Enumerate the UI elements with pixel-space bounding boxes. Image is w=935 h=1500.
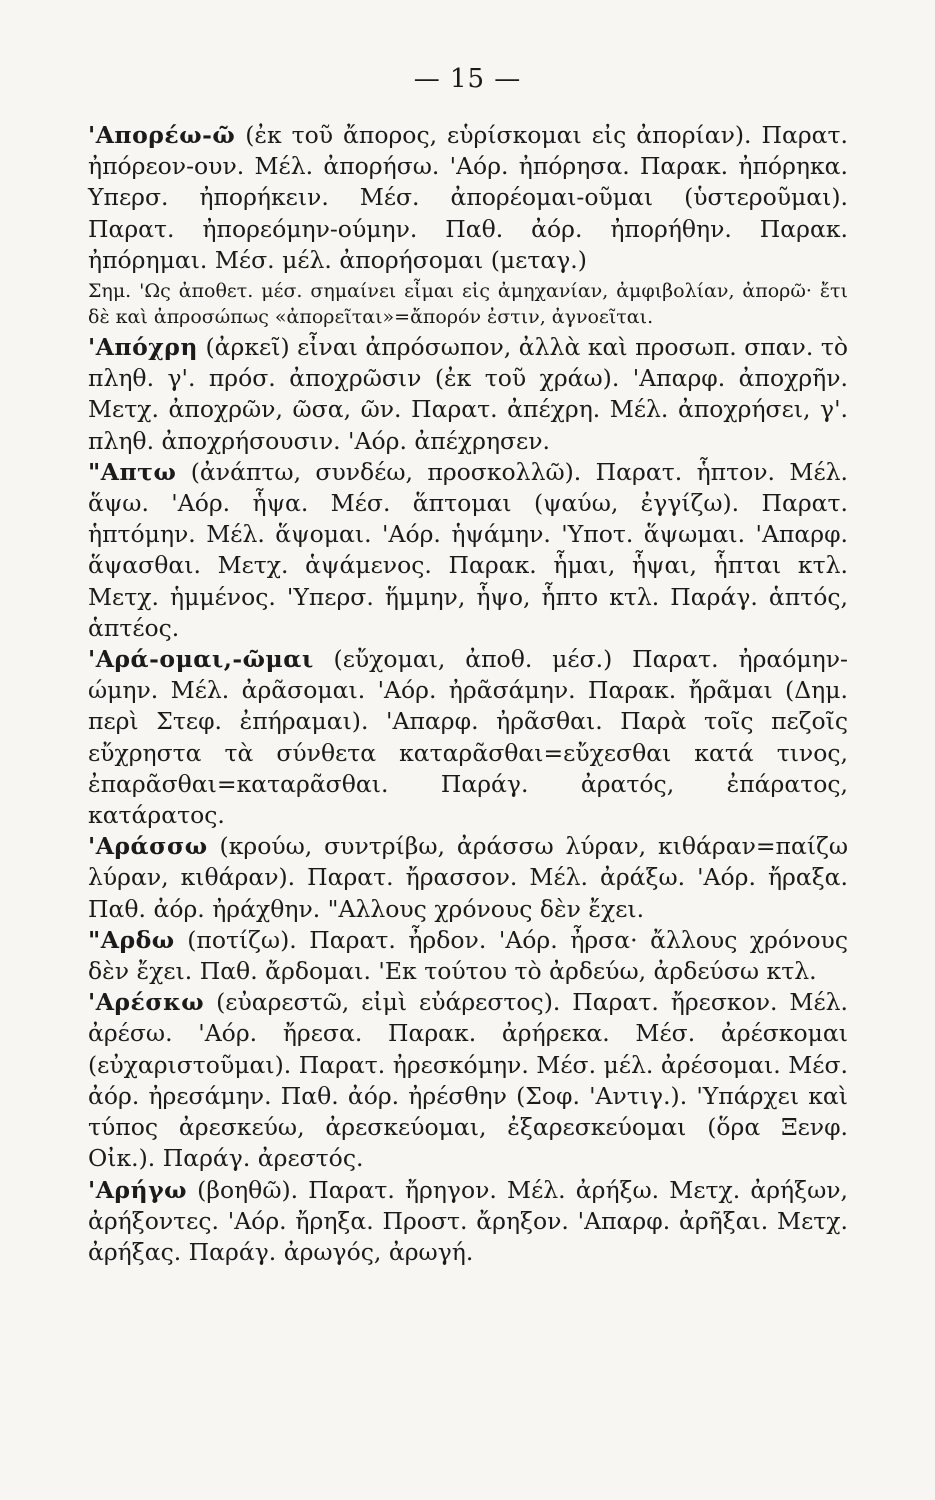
entry-arasso xyxy=(88,831,848,925)
entry-apochre xyxy=(88,332,848,457)
entry-body: (βοηθῶ). Παρατ. ἤρηγον. Μέλ. ἀρήξω. Μετχ. ἀρήξων, ἀρήξοντες. 'Αόρ. ἤρηξα. Προστ. ἄρηξον. 'Απαρφ. ἀρῆξαι. Μετχ. ἀρήξας. Παράγ. ἀρωγός, ἀρωγή. xyxy=(88,1175,848,1266)
entry-headword: 'Απορέω-ῶ xyxy=(88,121,236,149)
entry-ardo xyxy=(88,925,848,987)
entry-apto xyxy=(88,457,848,644)
entry-araomai xyxy=(88,644,848,831)
dictionary-text xyxy=(88,120,848,1268)
entry-headword: 'Αρά-ομαι,-ῶμαι xyxy=(88,645,314,674)
entry-body: (εὐαρεστῶ, εἰμὶ εὐάρεστος). Παρατ. ἤρεσκον. Μέλ. ἀρέσω. 'Αόρ. ἤρεσα. Παρακ. ἀρήρεκα. Μέσ. ἀρέσκομαι (εὐχαριστοῦμαι). Παρατ. ἠρεσκόμην. Μέσ. μέλ. ἀρέσομαι. Μέσ. ἀόρ. ἠρεσάμην. Παθ. ἀόρ. ἠρέσθην (Σοφ. 'Αντιγ.). 'Υπάρχει καὶ τύπος ἀρεσκεύω, ἀρεσκεύομαι, ἐξαρεσκεύομαι (ὅρα Ξενφ. Οἰκ.). Παράγ. ἀρεστός. xyxy=(88,988,848,1173)
entry-body: (ἀρκεῖ) εἶναι ἀπρόσωπον, ἀλλὰ καὶ προσωπ. σπαν. τὸ πληθ. γ'. πρόσ. ἀποχρῶσιν (ἐκ τοῦ χράω). 'Απαρφ. ἀποχρῆν. Μετχ. ἀποχρῶν, ῶσα, ῶν. Παρατ. ἀπέχρη. Μέλ. ἀποχρήσει, γ'. πληθ. ἀποχρήσουσιν. 'Αόρ. ἀπέχρησεν. xyxy=(88,333,848,455)
entry-headword: 'Αράσσω xyxy=(88,832,208,861)
entry-aporeo xyxy=(88,120,848,276)
entry-arego xyxy=(88,1175,848,1269)
entry-headword: 'Αρέσκω xyxy=(88,988,205,1017)
entry-body: (κρούω, συντρίβω, ἀράσσω λύραν, κιθάραν=παίζω λύραν, κιθάραν). Παρατ. ἤρασσον. Μέλ. ἀράξω. 'Αόρ. ἤραξα. Παθ. ἀόρ. ἠράχθην. "Αλλους χρόνους δὲν ἔχει. xyxy=(88,832,848,923)
entry-body: (ἐκ τοῦ ἄπορος, εὑρίσκομαι εἰς ἀπορίαν). Παρατ. ἠπόρεον-ουν. Μέλ. ἀπορήσω. 'Αόρ. ἠπόρησα. Παρακ. ἠπόρηκα. Υπερσ. ἠπορήκειν. Μέσ. ἀπορέομαι-οῦμαι (ὑστεροῦμαι). Παρατ. ἠπορεόμην-ούμην. Παθ. ἀόρ. ἠπορήθην. Παρακ. ἠπόρημαι. Μέσ. μέλ. ἀπορήσομαι (μεταγ.) xyxy=(88,121,848,274)
entry-aresko xyxy=(88,987,848,1174)
entry-headword: "Απτω xyxy=(88,457,177,486)
entry-note xyxy=(88,278,848,330)
page-number: — 15 — xyxy=(413,64,522,94)
entry-headword: "Αρδω xyxy=(88,925,175,954)
entry-headword: 'Αρήγω xyxy=(88,1175,188,1204)
entry-body: (ποτίζω). Παρατ. ἦρδον. 'Αόρ. ἦρσα· ἄλλους χρόνους δὲν ἔχει. Παθ. ἄρδομαι. 'Εκ τούτου τὸ ἀρδεύω, ἀρδεύσω κτλ. xyxy=(88,925,848,986)
entry-body: (ἀνάπτω, συνδέω, προσκολλῶ). Παρατ. ἧπτον. Μέλ. ἅψω. 'Αόρ. ἧψα. Μέσ. ἅπτομαι (ψαύω, ἐγγίζω). Παρατ. ἡπτόμην. Μέλ. ἅψομαι. 'Αόρ. ἡψάμην. 'Υποτ. ἅψωμαι. 'Απαρφ. ἅψασθαι. Μετχ. ἁψάμενος. Παρακ. ἧμαι, ἧψαι, ἧπται κτλ. Μετχ. ἡμμένος. 'Υπερσ. ἥμμην, ἧψο, ἧπτο κτλ. Παράγ. ἁπτός, ἁπτέος. xyxy=(88,457,848,642)
note-text: Σημ. 'Ως ἀποθετ. μέσ. σημαίνει εἶμαι εἰς ἀμηχανίαν, ἀμφιβολίαν, ἀπορῶ· ἔτι δὲ καὶ ἀπροσώπως «ἀπορεῖται»=ἄπορόν ἐστιν, ἀγνοεῖται. xyxy=(88,280,848,329)
entry-headword: 'Απόχρη xyxy=(88,333,198,362)
entry-body: (εὔχομαι, ἀποθ. μέσ.) Παρατ. ἠραόμην-ώμην. Μέλ. ἀρᾶσομαι. 'Αόρ. ἠρᾶσάμην. Παρακ. ἤρᾶμαι (Δημ. περὶ Στεφ. ἐπήραμαι). 'Απαρφ. ἠρᾶσθαι. Παρὰ τοῖς πεζοῖς εὔχρηστα τὰ σύνθετα καταρᾶσθαι=εὔχεσθαι κατά τινος, ἐπαρᾶσθαι=καταρᾶσθαι. Παράγ. ἀρατός, ἐπάρατος, κατάρατος. xyxy=(88,645,848,830)
